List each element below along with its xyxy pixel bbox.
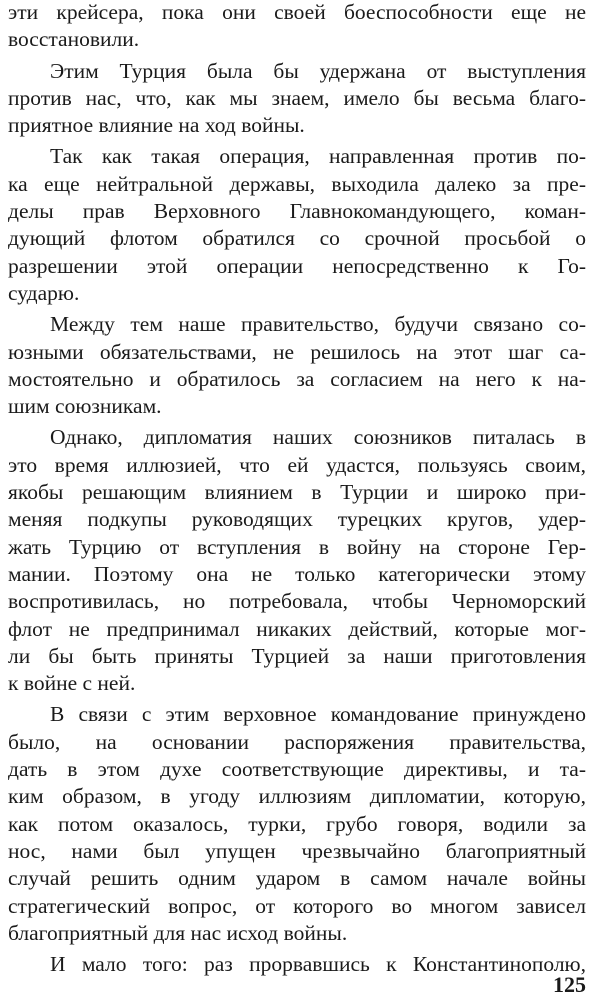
text-line: было, на основании распоряжения правительства, bbox=[8, 729, 586, 754]
text-line: как потом оказалось, турки, грубо говоря, водили за bbox=[8, 811, 586, 836]
text-line: против нас, что, как мы знаем, имело бы весьма благо- bbox=[8, 85, 586, 110]
paragraph bbox=[8, 311, 586, 420]
text-line: Однако, дипломатия наших союзников питалась в bbox=[50, 425, 586, 450]
page-body bbox=[8, 0, 586, 982]
paragraph bbox=[8, 951, 586, 978]
text-line: мостоятельно и обратилось за согласием на него к на- bbox=[8, 366, 586, 391]
text-line: меняя подкупы руководящих турецких кругов, удер- bbox=[8, 507, 586, 532]
text-line: к войне с ней. bbox=[8, 671, 136, 696]
text-line: И мало того: раз прорвавшись к Константинополю, bbox=[50, 952, 586, 977]
text-line: ким образом, в угоду иллюзиям дипломатии, которую, bbox=[8, 784, 586, 809]
text-line: восстановили. bbox=[8, 27, 140, 52]
text-line: юзными обязательствами, не решилось на этот шаг са- bbox=[8, 339, 586, 364]
page-number: 125 bbox=[553, 972, 586, 997]
text-line: дать в этом духе соответствующие директивы, и та- bbox=[8, 757, 586, 782]
text-line: благоприятный для нас исход войны. bbox=[8, 920, 348, 945]
text-line: эти крейсера, пока они своей боеспособности еще не bbox=[8, 0, 586, 24]
text-line: Между тем наше правительство, будучи связано со- bbox=[50, 312, 586, 337]
text-line: ка еще нейтральной державы, выходила далеко за пре- bbox=[8, 171, 586, 196]
text-line: воспротивилась, но потребовала, чтобы Черноморский bbox=[8, 589, 586, 614]
text-line: это время иллюзией, что ей удастся, пользуясь своим, bbox=[8, 452, 586, 477]
paragraph bbox=[8, 424, 586, 697]
text-line: ли бы быть приняты Турцией за наши приготовления bbox=[8, 643, 586, 668]
paragraph bbox=[8, 0, 586, 54]
text-line: стратегический вопрос, от которого во многом зависел bbox=[8, 893, 586, 918]
text-line: флот не предпринимал никаких действий, которые мог- bbox=[8, 616, 586, 641]
text-line: якобы решающим влиянием в Турции и широко при- bbox=[8, 480, 586, 505]
text-line: нос, нами был упущен чрезвычайно благоприятный bbox=[8, 838, 586, 863]
paragraph bbox=[8, 143, 586, 307]
text-line: Этим Турция была бы удержана от выступления bbox=[50, 58, 586, 83]
text-line: приятное влияние на ход войны. bbox=[8, 113, 305, 138]
paragraph bbox=[8, 701, 586, 947]
text-line: мании. Поэтому она не только категорически этому bbox=[8, 561, 586, 586]
text-line: разрешении этой операции непосредственно к Го- bbox=[8, 253, 586, 278]
text-line: шим союзникам. bbox=[8, 394, 162, 419]
text-line: делы прав Верховного Главнокомандующего, коман- bbox=[8, 199, 586, 224]
paragraph bbox=[8, 58, 586, 140]
text-line: сударю. bbox=[8, 280, 80, 305]
text-line: жать Турцию от вступления в войну на стороне Гер- bbox=[8, 534, 586, 559]
text-line: случай решить одним ударом в самом начале войны bbox=[8, 866, 586, 891]
text-line: дующий флотом обратился со срочной просьбой о bbox=[8, 226, 586, 251]
text-line: Так как такая операция, направленная против по- bbox=[50, 144, 586, 169]
text-line: В связи с этим верховное командование принуждено bbox=[50, 702, 586, 727]
